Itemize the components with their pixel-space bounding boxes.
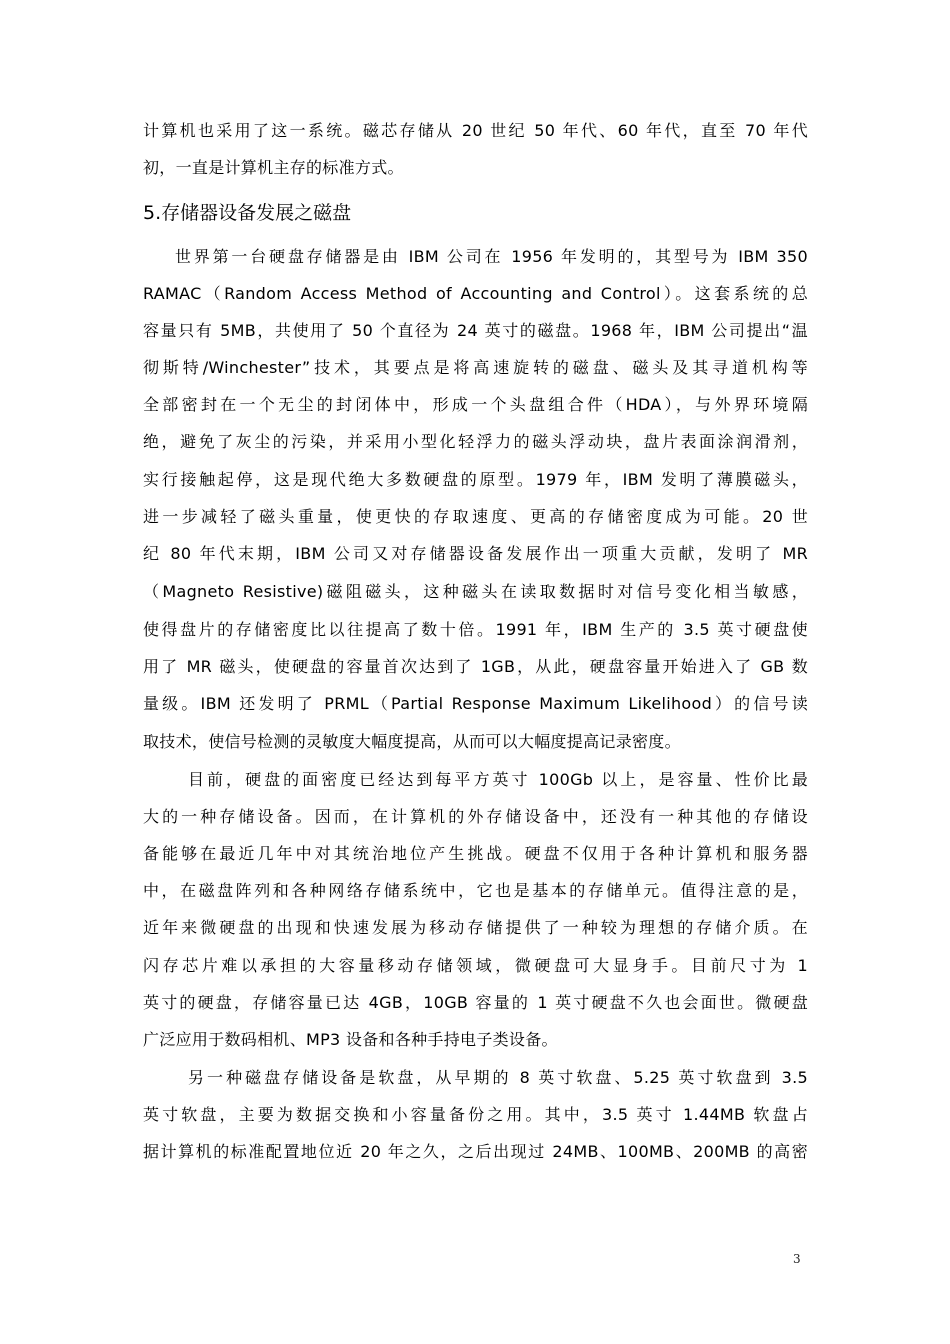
paragraph3-line-3: 据计算机的标准配置地位近 20 年之久，之后出现过 24MB、100MB、200MB 的高密 (143, 1142, 808, 1161)
paragraph1-line-1: 世界第一台硬盘存储器是由 IBM 公司在 1956 年发明的，其型号为 IBM 350 (175, 247, 808, 266)
paragraph1-line-14: 取技术，使信号检测的灵敏度大幅度提高，从而可以大幅度提高记录密度。 (143, 732, 681, 751)
paragraph1-line-6: 绝，避免了灰尘的污染，并采用小型化轻浮力的磁头浮动块，盘片表面涂润滑剂， (143, 432, 808, 451)
paragraph1-line-3: 容量只有 5MB，共使用了 50 个直径为 24 英寸的磁盘。1968 年，IBM 公司提出“温 (143, 321, 808, 340)
paragraph2-line-5: 近年来微硬盘的出现和快速发展为移动存储提供了一种较为理想的存储介质。在 (143, 918, 808, 937)
paragraph1-line-13: 量级。IBM 还发明了 PRML（Partial Response Maximum Likelihood）的信号读 (143, 694, 808, 713)
paragraph2-line-6: 闪存芯片难以承担的大容量移动存储领域，微硬盘可大显身手。目前尺寸为 1 (143, 956, 808, 975)
paragraph2-line-7: 英寸的硬盘，存储容量已达 4GB，10GB 容量的 1 英寸硬盘不久也会面世。微硬盘 (143, 993, 808, 1012)
paragraph1-line-9: 纪 80 年代末期，IBM 公司又对存储器设备发展作出一项重大贡献，发明了 MR (143, 544, 808, 563)
paragraph2-line-2: 大的一种存储设备。因而，在计算机的外存储设备中，还没有一种其他的存储设 (143, 807, 808, 826)
paragraph2-line-1: 目前，硬盘的面密度已经达到每平方英寸 100Gb 以上，是容量、性价比最 (188, 770, 808, 789)
paragraph3-line-1: 另一种磁盘存储设备是软盘，从早期的 8 英寸软盘、5.25 英寸软盘到 3.5 (188, 1068, 808, 1087)
section-heading: 5.存储器设备发展之磁盘 (143, 202, 352, 224)
paragraph2-line-8: 广泛应用于数码相机、MP3 设备和各种手持电子类设备。 (143, 1030, 558, 1049)
paragraph1-line-12: 用了 MR 磁头，使硬盘的容量首次达到了 1GB，从此，硬盘容量开始进入了 GB 数 (143, 657, 808, 676)
paragraph1-line-8: 进一步减轻了磁头重量，使更快的存取速度、更高的存储密度成为可能。20 世 (143, 507, 808, 526)
paragraph1-line-4: 彻斯特/Winchester”技术，其要点是将高速旋转的磁盘、磁头及其寻道机构等 (143, 358, 808, 377)
page-number: 3 (793, 1252, 801, 1266)
paragraph2-line-4: 中，在磁盘阵列和各种网络存储系统中，它也是基本的存储单元。值得注意的是， (143, 881, 808, 900)
paragraph3-line-2: 英寸软盘，主要为数据交换和小容量备份之用。其中，3.5 英寸 1.44MB 软盘占 (143, 1105, 808, 1124)
intro-line-1: 计算机也采用了这一系统。磁芯存储从 20 世纪 50 年代、60 年代，直至 70 年代 (143, 121, 808, 140)
paragraph1-line-2: RAMAC（Random Access Method of Accounting and Control）。这套系统的总 (143, 284, 808, 303)
intro-line-2: 初，一直是计算机主存的标准方式。 (143, 158, 404, 177)
paragraph2-line-3: 备能够在最近几年中对其统治地位产生挑战。硬盘不仅用于各种计算机和服务器 (143, 844, 808, 863)
paragraph1-line-10: （Magneto Resistive)磁阻磁头，这种磁头在读取数据时对信号变化相当敏感， (143, 582, 808, 601)
paragraph1-line-5: 全部密封在一个无尘的封闭体中，形成一个头盘组合件（HDA），与外界环境隔 (143, 395, 808, 414)
paragraph1-line-11: 使得盘片的存储密度比以往提高了数十倍。1991 年，IBM 生产的 3.5 英寸硬盘使 (143, 620, 808, 639)
paragraph1-line-7: 实行接触起停，这是现代绝大多数硬盘的原型。1979 年，IBM 发明了薄膜磁头， (143, 470, 808, 489)
